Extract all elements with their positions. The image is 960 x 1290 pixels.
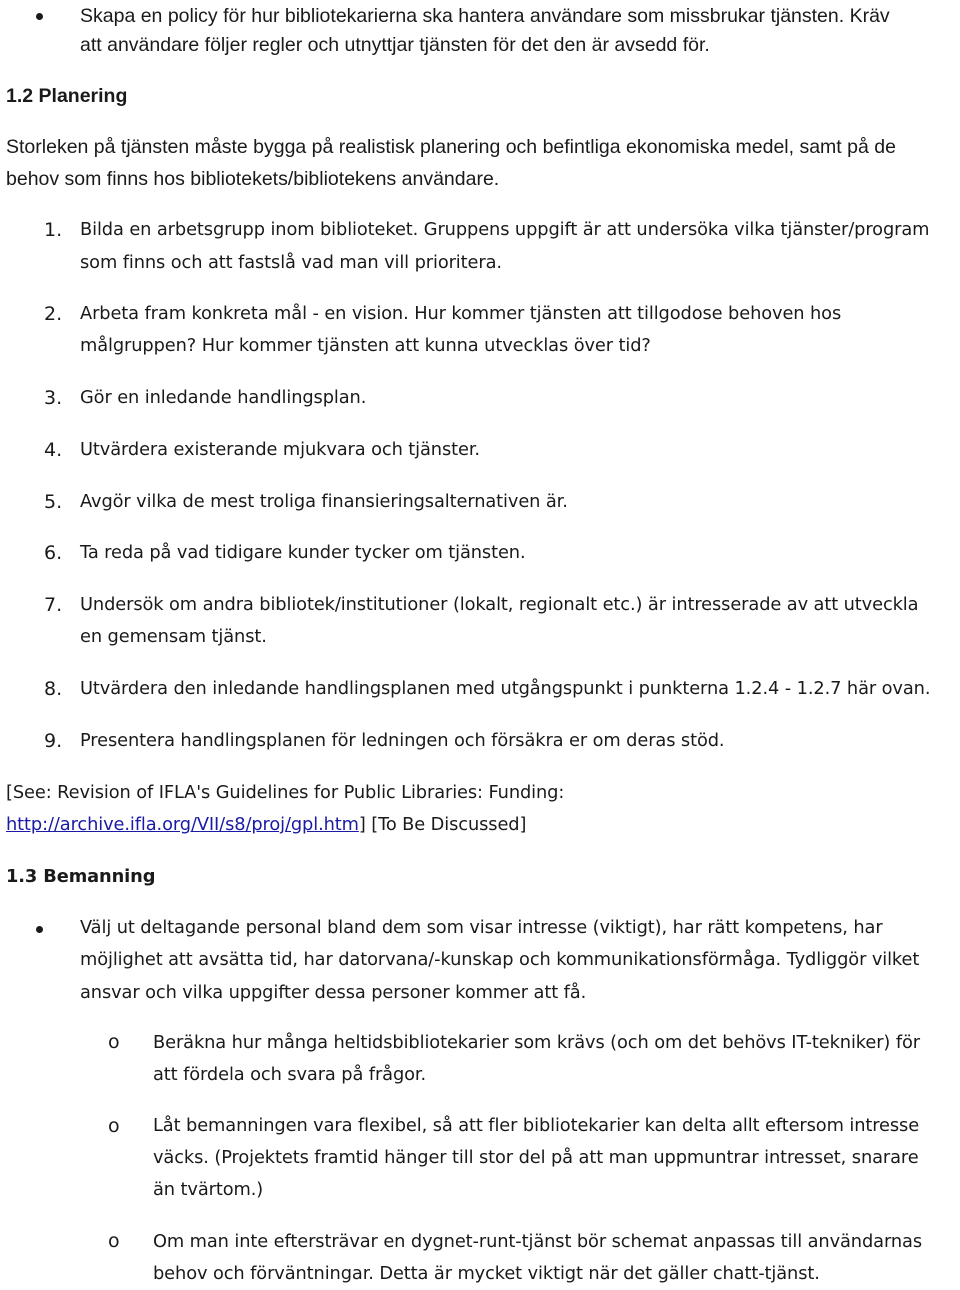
circle-bullet-icon: o <box>108 1230 120 1252</box>
sub-item-line: att fördela och svara på frågor. <box>153 1064 427 1085</box>
step-text: Ta reda på vad tidigare kunder tycker om tjänsten. <box>80 542 526 563</box>
sub-item-line: väcks. (Projektets framtid hänger till stor del på att man uppmuntrar intresset, snarare <box>153 1147 919 1168</box>
sub-item-line: än tvärtom.) <box>153 1179 264 1200</box>
step-number: 9. <box>44 730 63 752</box>
step-text: Presentera handlingsplanen för ledningen och försäkra er om deras stöd. <box>80 730 725 751</box>
top-bullet-line: Skapa en policy för hur bibliotekarierna ska hantera användare som missbrukar tjänsten. Kräv <box>80 5 890 27</box>
section-heading-planering: 1.2 Planering <box>6 85 128 107</box>
step-number: 1. <box>44 219 63 241</box>
circle-bullet-icon: o <box>108 1115 120 1137</box>
see-reference: [See: Revision of IFLA's Guidelines for Public Libraries: Funding: <box>6 782 565 803</box>
step-number: 4. <box>44 439 63 461</box>
step-number: 2. <box>44 303 63 325</box>
to-be-discussed-text: ] [To Be Discussed] <box>358 814 527 835</box>
step-text: Utvärdera den inledande handlingsplanen med utgångspunkt i punkterna 1.2.4 - 1.2.7 här ovan. <box>80 678 931 699</box>
planering-intro-line: Storleken på tjänsten måste bygga på realistisk planering och befintliga ekonomiska medel, samt på de <box>6 136 896 158</box>
step-number: 6. <box>44 542 63 564</box>
step-text: en gemensam tjänst. <box>80 626 267 647</box>
sub-item-line: Låt bemanningen vara flexibel, så att fler bibliotekarier kan delta allt eftersom intresse <box>153 1115 920 1136</box>
section-heading-bemanning: 1.3 Bemanning <box>6 866 156 887</box>
step-text: målgruppen? Hur kommer tjänsten att kunna utvecklas över tid? <box>80 335 651 356</box>
step-text: Undersök om andra bibliotek/institutioner (lokalt, regionalt etc.) är intresserade av att utveckla <box>80 594 919 615</box>
see-reference-link-line <box>6 809 526 841</box>
bemanning-bullet-line: ansvar och vilka uppgifter dessa personer kommer att få. <box>80 982 587 1003</box>
step-text: som finns och att fastslå vad man vill prioritera. <box>80 252 502 273</box>
step-number: 3. <box>44 387 63 409</box>
circle-bullet-icon: o <box>108 1031 120 1053</box>
top-bullet-line: att användare följer regler och utnyttjar tjänsten för det den är avsedd för. <box>80 34 710 56</box>
step-text: Gör en inledande handlingsplan. <box>80 387 367 408</box>
step-number: 5. <box>44 491 63 513</box>
ifla-guidelines-link[interactable]: http://archive.ifla.org/VII/s8/proj/gpl.htm <box>6 814 359 835</box>
sub-item-line: Om man inte eftersträvar en dygnet-runt-tjänst bör schemat anpassas till användarnas <box>153 1231 922 1252</box>
bullet-icon <box>36 926 43 933</box>
sub-item-line: behov och förväntningar. Detta är mycket viktigt när det gäller chatt-tjänst. <box>153 1263 820 1284</box>
step-text: Utvärdera existerande mjukvara och tjänster. <box>80 439 480 460</box>
planering-intro-line: behov som finns hos bibliotekets/bibliotekens användare. <box>6 168 500 190</box>
step-text: Arbeta fram konkreta mål - en vision. Hur kommer tjänsten att tillgodose behoven hos <box>80 303 842 324</box>
step-text: Avgör vilka de mest troliga finansieringsalternativen är. <box>80 491 568 512</box>
step-number: 7. <box>44 594 63 616</box>
step-number: 8. <box>44 678 63 700</box>
bemanning-bullet-line: Välj ut deltagande personal bland dem som visar intresse (viktigt), har rätt kompetens, har <box>80 917 883 938</box>
step-text: Bilda en arbetsgrupp inom biblioteket. Gruppens uppgift är att undersöka vilka tjänster/program <box>80 219 930 240</box>
sub-item-line: Beräkna hur många heltidsbibliotekarier som krävs (och om det behövs IT-tekniker) för <box>153 1032 920 1053</box>
bullet-icon <box>36 13 43 20</box>
bemanning-bullet-line: möjlighet att avsätta tid, har datorvana/-kunskap och kommunikationsförmåga. Tydliggör vilket <box>80 949 920 970</box>
